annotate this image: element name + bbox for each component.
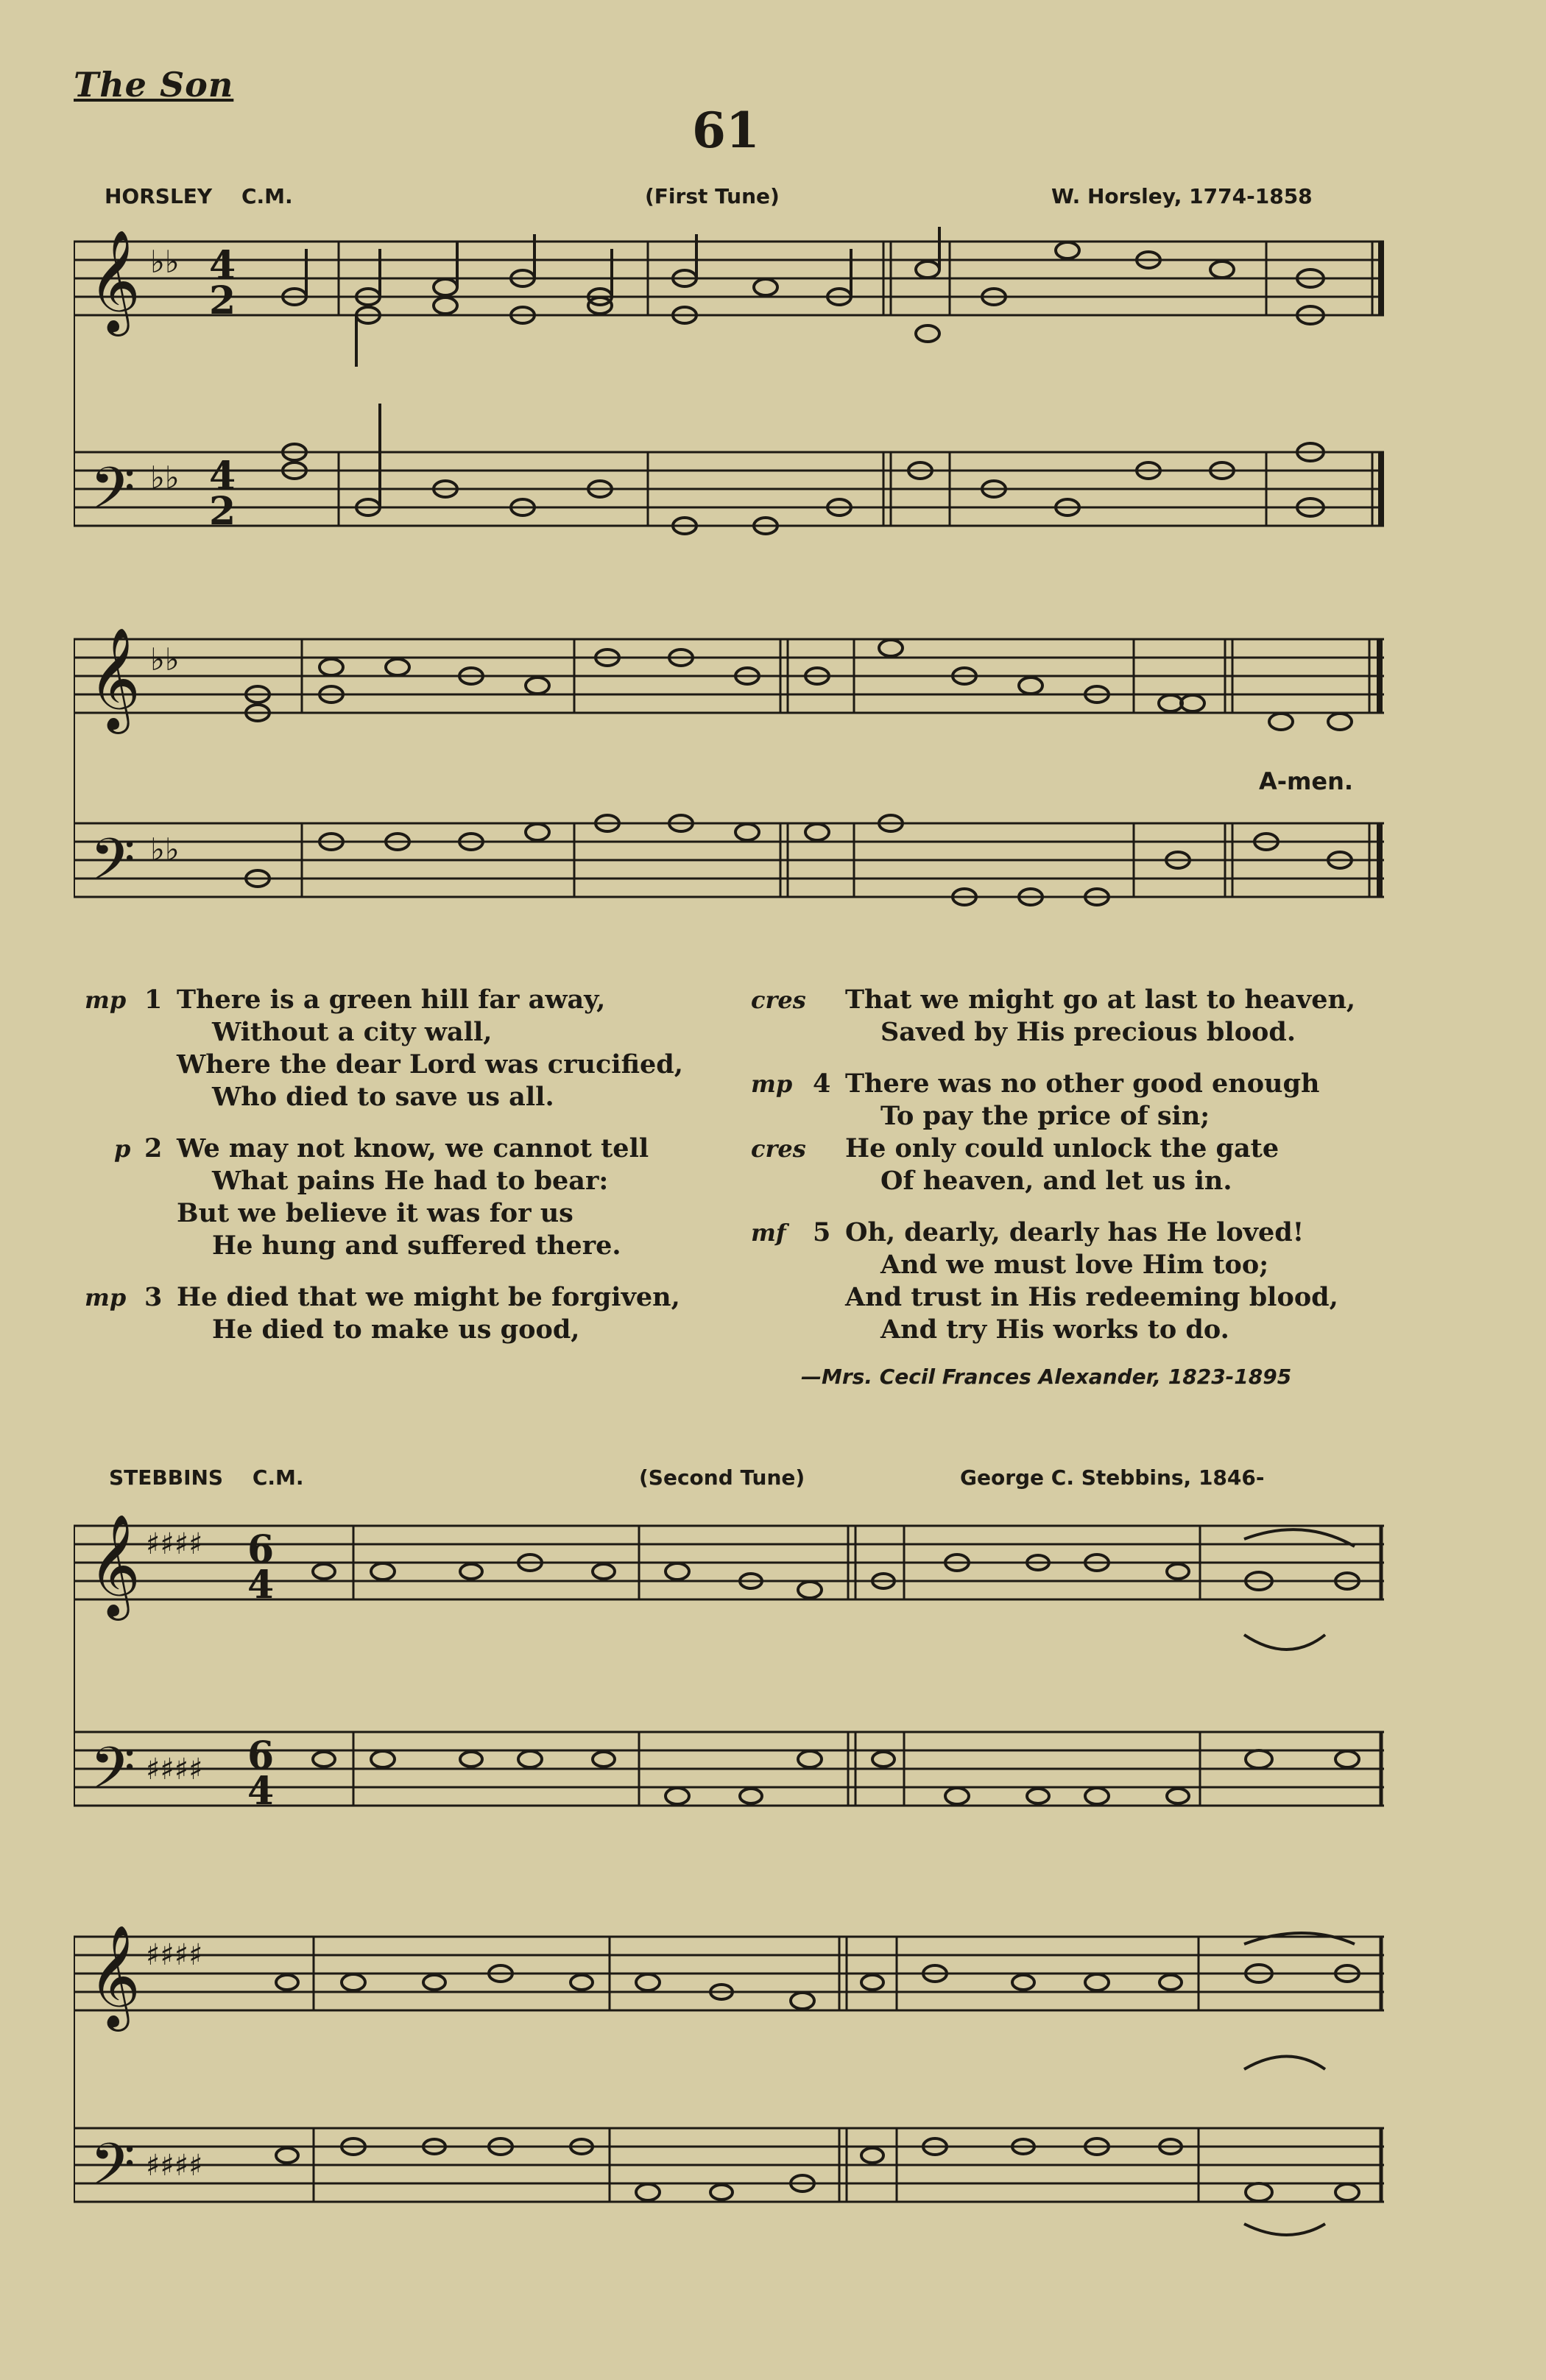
svg-text:6: 6 [247,1733,275,1778]
svg-text:♭♭: ♭♭ [150,641,180,677]
svg-text:2: 2 [209,278,236,323]
verse-line: Saved by His precious blood. [880,1017,1296,1047]
verse-3-cont [751,984,1405,1049]
tune-name: STEBBINS [109,1465,224,1490]
verse-line: That we might go at last to heaven, [845,985,1356,1015]
tune-composer-1: W. Horsley, 1774-1858 [1051,184,1313,208]
score-stebbins-system-2 [74,1915,1384,2253]
svg-text:𝄢: 𝄢 [90,1734,135,1817]
verse-line: Who died to save us all. [212,1082,554,1112]
verse-line: He only could unlock the gate [845,1133,1279,1163]
svg-text:4: 4 [209,243,236,288]
svg-text:♭♭: ♭♭ [150,831,180,867]
verse-line: And we must love Him too; [880,1250,1269,1280]
verse-line: There was no other good enough [845,1068,1320,1099]
score-horsley-system-2 [74,610,1384,963]
verse-number: 3 [144,1282,163,1312]
svg-text:𝄢: 𝄢 [90,2130,135,2213]
svg-text:𝄢: 𝄢 [90,825,135,908]
tune-label-2: (Second Tune) [639,1465,805,1490]
verse-line: Without a city wall, [212,1017,493,1047]
verse-4 [751,1068,1405,1133]
verse-line: Where the dear Lord was crucified, [177,1049,683,1080]
dynamic-mark: p [114,1135,131,1163]
svg-text:𝄞: 𝄞 [88,1925,141,2027]
svg-text:♭♭: ♭♭ [150,244,180,280]
tune-label-1: (First Tune) [645,184,780,208]
svg-text:♭♭: ♭♭ [150,460,180,496]
hymn-number: 61 [692,102,760,159]
svg-text:♯♯♯♯: ♯♯♯♯ [146,1753,203,1786]
verse-line: We may not know, we cannot tell [177,1133,649,1163]
tune-name-1 [105,184,293,208]
verse-number: 4 [813,1068,831,1099]
tune-name-2 [109,1465,304,1490]
score-stebbins-system-1 [74,1502,1384,1856]
dynamic-mark: mp [751,1070,793,1098]
svg-text:♯♯♯♯: ♯♯♯♯ [146,2149,203,2183]
verse-2 [114,1133,736,1262]
verse-line: He died that we might be forgiven, [177,1282,680,1312]
score-horsley-system-1 [74,219,1384,588]
lyricist-credit: —Mrs. Cecil Frances Alexander, 1823-1895 [801,1365,1292,1389]
svg-text:4: 4 [209,454,236,499]
svg-text:𝄞: 𝄞 [88,627,141,730]
svg-text:2: 2 [209,489,236,534]
tune-meter: C.M. [241,184,293,208]
verse-line: He died to make us good, [212,1314,580,1345]
verse-number: 1 [144,985,163,1015]
verse-line: What pains He had to bear: [212,1166,609,1196]
amen-text: A-men. [1259,767,1354,795]
svg-text:4: 4 [247,1563,275,1608]
dynamic-mark: cres [751,986,806,1014]
tune-name: HORSLEY [105,184,213,208]
verse-5 [751,1217,1405,1346]
verses-right-column [751,984,1405,1365]
tune-meter: C.M. [252,1465,304,1490]
svg-text:6: 6 [247,1527,275,1572]
verse-line: And try His works to do. [880,1314,1229,1345]
verse-line: And trust in His redeeming blood, [845,1282,1338,1312]
svg-text:♯♯♯♯: ♯♯♯♯ [146,1527,203,1561]
verses-left-column [85,984,736,1365]
verse-1 [85,984,736,1113]
verse-number: 5 [813,1217,831,1247]
verse-4-cont [751,1133,1405,1197]
verse-line: There is a green hill far away, [177,985,606,1015]
dynamic-mark: mp [85,986,127,1014]
svg-text:♯♯♯♯: ♯♯♯♯ [146,1938,203,1972]
dynamic-mark: cres [751,1135,806,1163]
tune-composer-2: George C. Stebbins, 1846- [960,1465,1265,1490]
verse-line: To pay the price of sin; [880,1101,1210,1131]
svg-text:𝄞: 𝄞 [88,1514,141,1616]
verse-line: Of heaven, and let us in. [880,1166,1232,1196]
verse-line: He hung and suffered there. [212,1231,621,1261]
verse-line: Oh, dearly, dearly has He loved! [845,1217,1305,1247]
verse-3 [85,1281,736,1346]
svg-text:𝄢: 𝄢 [90,454,135,537]
dynamic-mark: mf [751,1219,786,1247]
section-title: The Son [74,65,234,105]
verse-number: 2 [144,1133,163,1163]
dynamic-mark: mp [85,1284,127,1312]
svg-text:𝄞: 𝄞 [88,230,141,332]
svg-text:4: 4 [247,1769,275,1814]
verse-line: But we believe it was for us [177,1198,573,1228]
